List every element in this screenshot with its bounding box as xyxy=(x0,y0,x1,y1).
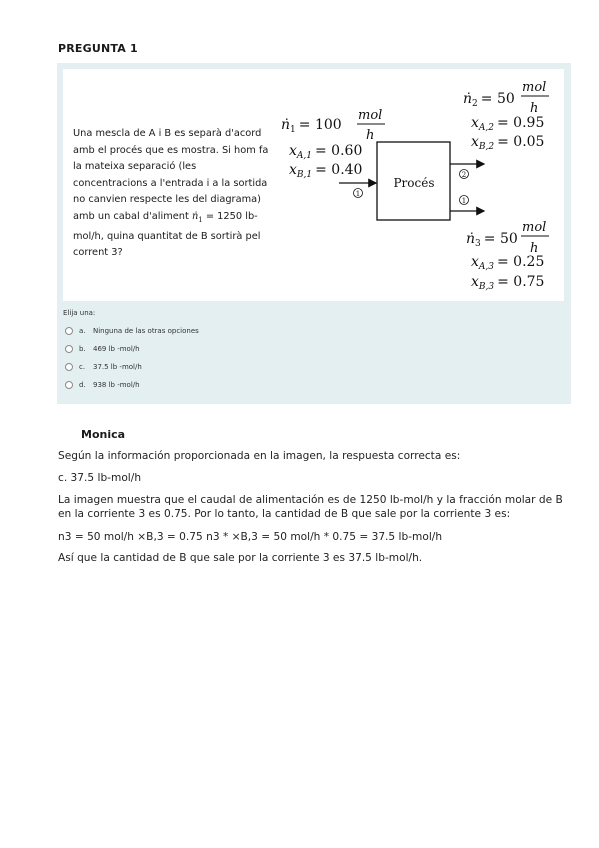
question-panel xyxy=(63,69,564,301)
outlet2-stream-label xyxy=(463,80,549,152)
feed-unit-den: h xyxy=(366,128,375,143)
svg-text:1: 1 xyxy=(355,190,361,198)
option-label: 469 lb -mol/h xyxy=(93,345,140,353)
choose-one-label: Elija una: xyxy=(63,309,96,317)
svg-text:1: 1 xyxy=(461,197,467,205)
radio-button[interactable] xyxy=(65,381,73,389)
option-label: 37.5 lb -mol/h xyxy=(93,363,142,371)
svg-text:xB,3= 0.75: $x_{B,3} = 0.75$ xyxy=(471,274,545,292)
outlet2-unit-den: h xyxy=(530,101,539,116)
svg-text:xB,1= 0.40: $x_{B,1} = 0.40$ xyxy=(289,162,363,180)
answer-paragraph: Según la información proporcionada en la imagen, la respuesta correcta es: xyxy=(58,450,461,462)
process-diagram xyxy=(63,69,564,301)
answer-paragraph: La imagen muestra que el caudal de alimentación es de 1250 lb-mol/h y la fracción molar de B en la corriente 3 es 0.75. Por lo tanto, la cantidad de B que sale por la corriente 3 es: xyxy=(58,494,563,520)
option-c[interactable]: c. 37.5 lb -mol/h xyxy=(65,363,142,371)
outlet3-unit-den: h xyxy=(530,241,539,256)
svg-text:2: 2 xyxy=(461,171,467,179)
option-label: Ninguna de las otras opciones xyxy=(93,327,199,335)
radio-button[interactable] xyxy=(65,363,73,371)
answer-author: Monica xyxy=(81,428,126,441)
feed-stream-label xyxy=(281,108,385,180)
outlet3-stream-label xyxy=(466,220,549,292)
option-b[interactable]: b. 469 lb -mol/h xyxy=(65,345,140,353)
answer-paragraph: Así que la cantidad de B que sale por la corriente 3 es 37.5 lb-mol/h. xyxy=(58,552,423,564)
option-a[interactable]: a. Ninguna de las otras opciones xyxy=(65,327,199,335)
answer-paragraph: c. 37.5 lb-mol/h xyxy=(58,472,142,484)
option-label: 938 lb -mol/h xyxy=(93,381,140,389)
feed-stream-number xyxy=(354,189,363,199)
outlet3-unit-num: mol xyxy=(522,220,547,235)
radio-button[interactable] xyxy=(65,345,73,353)
svg-text:ṅ3= 50: ṅ$_3$ = 50 xyxy=(466,231,518,249)
outlet2-unit-num: mol xyxy=(522,80,547,95)
answer-paragraph: n3 = 50 mol/h ×B,3 = 0.75 n3 * ×B,3 = 50 mol/h * 0.75 = 37.5 lb-mol/h xyxy=(58,531,443,543)
question-text-after: = 1250 lb-mol/h, quina quantitat de B sortirà pel corrent 3? xyxy=(73,210,261,259)
option-d[interactable]: d. 938 lb -mol/h xyxy=(65,381,140,389)
svg-text:ṅ1= 100: ṅ$_1$ = 100 xyxy=(281,117,342,135)
question-flow-symbol: ṅ$_1$ xyxy=(191,210,203,224)
question-text-before: Una mescla de A i B es separà d'acord amb el procés que es mostra. Si hom fa la mateixa separació (les concentracions a l'entrada i a la sortida no canvien respecte les del diagrama) amb un cabal d'aliment xyxy=(73,128,269,222)
outlet2-stream-number xyxy=(460,170,469,180)
process-box-label: Procés xyxy=(393,176,435,190)
radio-button[interactable] xyxy=(65,327,73,335)
svg-text:xB,2= 0.05: $x_{B,2} = 0.05$ xyxy=(471,134,545,152)
svg-text:xA,3= 0.25: $x_{A,3} = 0.25$ xyxy=(471,254,545,272)
question-box xyxy=(57,63,571,404)
question-heading: PREGUNTA 1 xyxy=(58,42,138,55)
feed-unit-num: mol xyxy=(358,108,383,123)
svg-text:ṅ2= 50: ṅ$_2$ = 50 xyxy=(463,91,515,109)
svg-text:xA,1= 0.60: $x_{A,1} = 0.60$ xyxy=(289,143,363,161)
outlet3-stream-number xyxy=(460,196,469,206)
svg-text:xA,2= 0.95: $x_{A,2} = 0.95$ xyxy=(471,115,545,133)
